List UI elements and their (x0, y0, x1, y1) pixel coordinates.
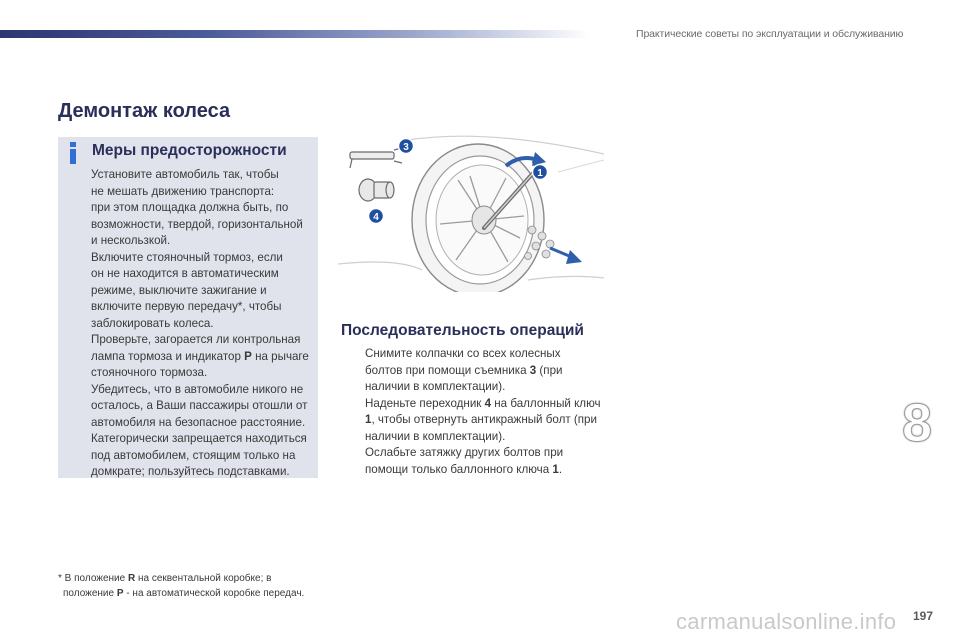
footnote (58, 571, 304, 601)
caution-line: режиме, выключите зажигание и (91, 283, 267, 297)
caution-line: под автомобилем, стоящим только на (91, 448, 296, 462)
caution-line: он не находится в автоматическим (91, 267, 279, 280)
sequence-title: Последовательность операций (341, 322, 584, 339)
step-text: . (558, 462, 563, 476)
caution-line: домкрате; пользуйтесь подставками. (91, 465, 290, 478)
step-text: Снимите колпачки со всех колесных болтов при помощи съемника (365, 347, 561, 377)
info-icon-bar (70, 149, 76, 164)
chapter-number (902, 392, 932, 454)
footnote-text: В положение (61, 573, 128, 584)
step-text: Наденьте переходник (365, 396, 485, 410)
caution-line-part: на рычаге (251, 349, 309, 363)
chapter-digit: 8 (902, 393, 933, 453)
step-item (341, 445, 601, 478)
page-title: Демонтаж колеса (58, 100, 231, 122)
caution-line: Категорически запрещается находиться (91, 432, 307, 445)
caution-line: включите первую передачу*, чтобы (91, 300, 282, 313)
watermark: carmanualsonline.info (676, 609, 897, 634)
caution-line: Включите стояночный тормоз, если (91, 250, 283, 264)
caution-line-part: лампа тормоза и индикатор (91, 349, 241, 363)
step-text: Ослабьте затяжку других болтов при помощи только баллонного ключа (365, 446, 564, 476)
callout-1-label: 1 (537, 168, 543, 179)
step-item (341, 346, 601, 396)
caution-line: Установите автомобиль так, чтобы (91, 168, 279, 181)
callout-4-label: 4 (373, 212, 379, 223)
caution-line: стояночного тормоза. (91, 366, 208, 379)
caution-line: Проверьте, загорается ли контрольная (91, 333, 301, 346)
header-gradient-bar (0, 30, 590, 38)
caution-line: возможности, твердой, горизонтальной (91, 217, 303, 231)
info-icon (68, 142, 78, 164)
caution-line: не мешать движению транспорта: (91, 184, 275, 198)
callout-3-label: 3 (403, 142, 409, 153)
caution-line: осталось, а Ваши пассажиры отошли от (91, 399, 308, 412)
footnote-text: - на автоматической коробке передач. (123, 588, 305, 599)
footnote-star: * (58, 573, 62, 584)
section-header: Практические советы по эксплуатации и обслуживанию (636, 28, 904, 40)
caution-line: заблокировать колеса. (91, 316, 214, 330)
footnote-text: положение (63, 588, 117, 599)
step-ref: 1 (552, 462, 559, 476)
wheel-removal-illustration (338, 132, 604, 292)
gear-r: R (128, 573, 136, 584)
step-text: на баллонный ключ (491, 396, 601, 410)
caution-text (91, 167, 317, 481)
step-item (341, 396, 601, 446)
indicator-p: P (244, 349, 252, 363)
footnote-text: на секвентальной коробке; в (135, 573, 272, 584)
footnote-line-1 (58, 571, 304, 586)
step-ref: 3 (529, 363, 537, 377)
info-icon-dot (70, 142, 76, 147)
step-ref: 1 (365, 413, 372, 426)
caution-line: автомобиля на безопасное расстояние. (91, 415, 306, 429)
caution-line: Убедитесь, что в автомобиле никого не (91, 382, 304, 396)
step-text: , чтобы отвернуть антикражный болт (при наличии в комплектации). (365, 413, 597, 443)
caution-line-indicator (91, 349, 317, 366)
step-text: (при наличии в комплектации). (365, 363, 563, 393)
caution-line: и нескользкой. (91, 234, 171, 247)
step-ref: 4 (484, 396, 492, 410)
gear-p: P (116, 588, 124, 599)
footnote-line-2 (58, 586, 304, 601)
caution-title: Меры предосторожности (92, 142, 287, 159)
page-number: 197 (913, 609, 934, 623)
caution-line: при этом площадка должна быть, по (91, 201, 289, 214)
steps-list (341, 346, 601, 478)
